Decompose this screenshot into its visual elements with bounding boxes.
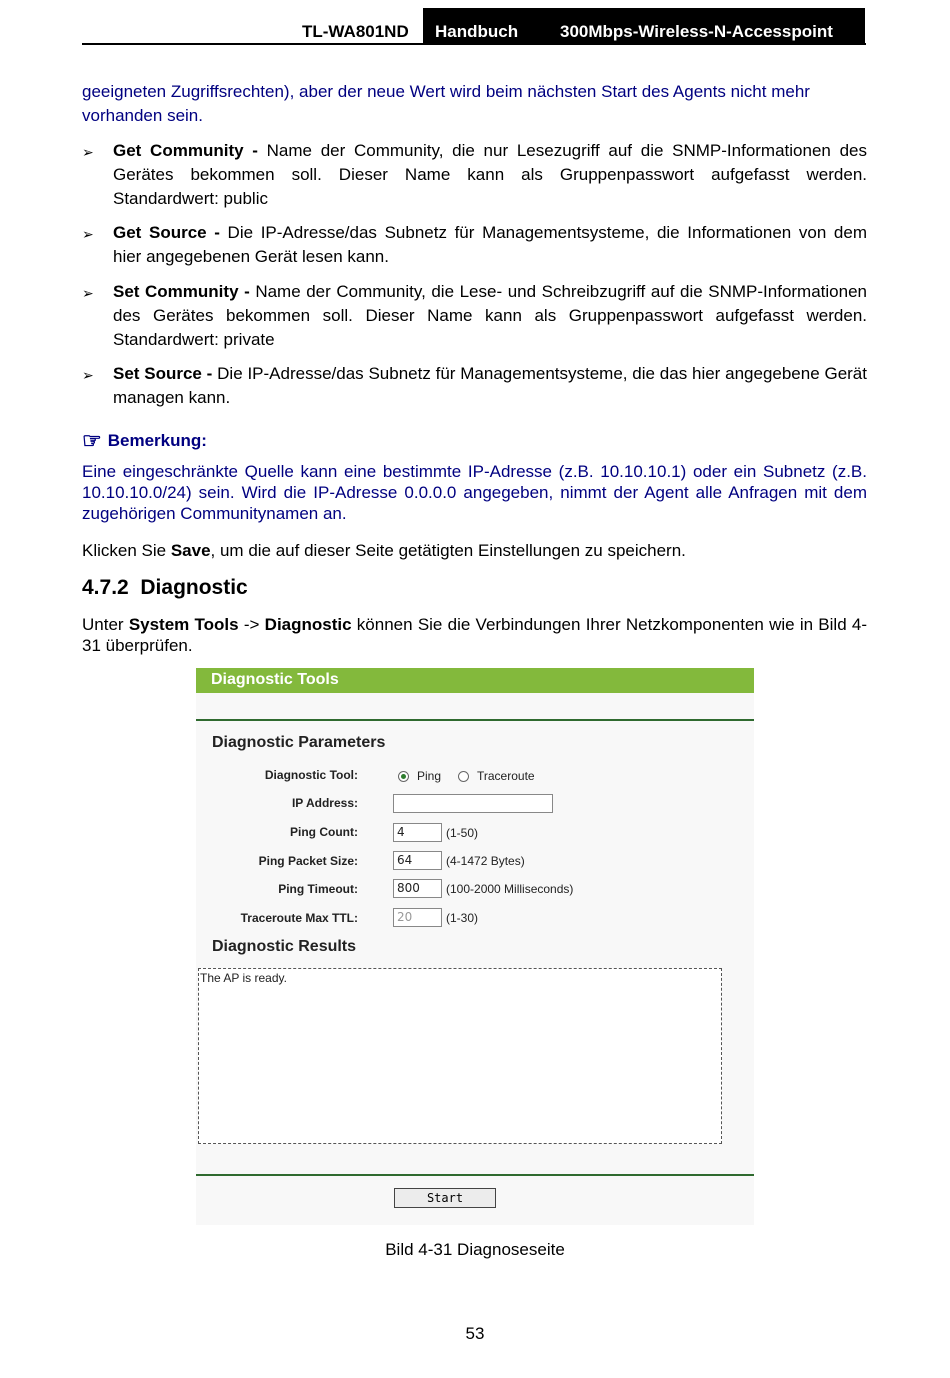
ping-size-input[interactable]: 64 <box>393 851 442 870</box>
size-label: Ping Packet Size: <box>258 854 358 868</box>
radio-ping[interactable] <box>398 771 409 782</box>
ip-address-input[interactable] <box>393 794 553 813</box>
save-bold: Save <box>170 541 211 560</box>
section-paragraph <box>82 614 867 656</box>
radio-traceroute[interactable] <box>458 771 469 782</box>
results-title: Diagnostic Results <box>212 938 357 955</box>
st-b2: Diagnostic <box>264 615 352 634</box>
ip-label: IP Address: <box>291 796 358 810</box>
bullet-term: Set Source - <box>113 364 213 383</box>
size-hint: (4-1472 Bytes) <box>446 854 525 868</box>
radio-traceroute-label: Traceroute <box>477 769 535 783</box>
save-pre: Klicken Sie <box>82 541 171 560</box>
bullet-text: Name der Community, die Lese- und Schreibzugriff auf die SNMP-Informationen des Gerätes bekommen soll. Dieser Name kann als Gruppenpasswort aufgefasst werden. Standardwert: private <box>113 282 867 349</box>
save-paragraph <box>82 539 867 563</box>
bullet-set-community <box>113 280 867 352</box>
bullet-get-community <box>113 139 867 211</box>
ping-timeout-input[interactable]: 800 <box>393 879 442 898</box>
results-text: The AP is ready. <box>200 971 287 985</box>
bullet-arrow-icon: ➢ <box>82 144 94 160</box>
st-mid: -> <box>238 615 265 634</box>
pointing-hand-icon: ☞ <box>82 428 102 453</box>
count-label: Ping Count: <box>290 825 358 839</box>
st-post: können Sie die Verbindungen Ihrer Netzkomponenten wie in Bild 4-31 überprüfen. <box>82 615 868 655</box>
count-hint: (1-50) <box>446 826 479 840</box>
diagnostic-screenshot <box>196 668 754 1225</box>
bullet-set-source <box>113 362 867 410</box>
params-title: Diagnostic Parameters <box>212 734 386 751</box>
panel-divider-bottom <box>196 1174 754 1176</box>
intro-paragraph: geeigneten Zugriffsrechten), aber der neue Wert wird beim nächsten Start des Agents nicht mehr vorhanden sein. <box>82 82 810 125</box>
timeout-label: Ping Timeout: <box>278 882 358 896</box>
note-title: Bemerkung: <box>107 431 207 450</box>
figure-caption: Bild 4-31 Diagnoseseite <box>385 1240 565 1259</box>
traceroute-ttl-input[interactable]: 20 <box>393 908 442 927</box>
page-header <box>82 8 866 46</box>
header-black-bar <box>423 8 865 44</box>
page-number: 53 <box>465 1324 485 1343</box>
bullet-arrow-icon: ➢ <box>82 367 94 383</box>
ttl-hint: (1-30) <box>446 911 479 925</box>
start-button[interactable]: Start <box>394 1188 496 1208</box>
bullet-text: Die IP-Adresse/das Subnetz für Managementsysteme, die Informationen von dem hier angegebenen Gerät lesen kann. <box>113 223 867 266</box>
header-rule <box>82 43 866 45</box>
header-product: 300Mbps-Wireless-N-Accesspoint <box>560 22 833 41</box>
bullet-arrow-icon: ➢ <box>82 285 94 301</box>
bullet-term: Get Community - <box>113 141 258 160</box>
note-text: Eine eingeschränkte Quelle kann eine bestimmte IP-Adresse (z.B. 10.10.10.1) oder ein Subnetz (z.B. 10.10.10.0/24) sein. Wird die IP-Adresse 0.0.0.0 angegeben, nimmt der Agent alle Anfragen mit dem zugehörigen Communitynamen an. <box>82 462 867 523</box>
panel-divider <box>196 719 754 721</box>
section-heading <box>82 576 248 600</box>
bullet-text: Name der Community, die nur Lesezugriff auf die SNMP-Informationen des Gerätes bekommen soll. Dieser Name kann als Gruppenpasswort aufgefasst werden. Standardwert: public <box>113 141 867 208</box>
bullet-text: Die IP-Adresse/das Subnetz für Managementsysteme, die das hier angegebene Gerät managen kann. <box>113 364 867 407</box>
header-doc: Handbuch <box>435 22 519 41</box>
timeout-hint: (100-2000 Milliseconds) <box>446 882 574 896</box>
section-number: 4.7.2 <box>82 576 129 599</box>
radio-ping-label: Ping <box>417 769 442 783</box>
section-title: Diagnostic <box>140 576 248 599</box>
ttl-label: Traceroute Max TTL: <box>240 911 358 925</box>
ping-count-input[interactable]: 4 <box>393 823 442 842</box>
tool-label: Diagnostic Tool: <box>264 768 358 782</box>
results-box <box>198 968 722 1144</box>
note-heading <box>82 428 207 454</box>
header-model: TL-WA801ND <box>302 22 409 41</box>
st-b1: System Tools <box>128 615 239 634</box>
panel-title: Diagnostic Tools <box>211 671 339 688</box>
bullet-get-source <box>113 221 867 269</box>
bullet-arrow-icon: ➢ <box>82 226 94 242</box>
save-post: , um die auf dieser Seite getätigten Einstellungen zu speichern. <box>210 541 686 560</box>
bullet-term: Get Source - <box>113 223 220 242</box>
st-pre: Unter <box>82 615 129 634</box>
bullet-term: Set Community - <box>113 282 250 301</box>
panel-title-bar <box>196 668 754 693</box>
